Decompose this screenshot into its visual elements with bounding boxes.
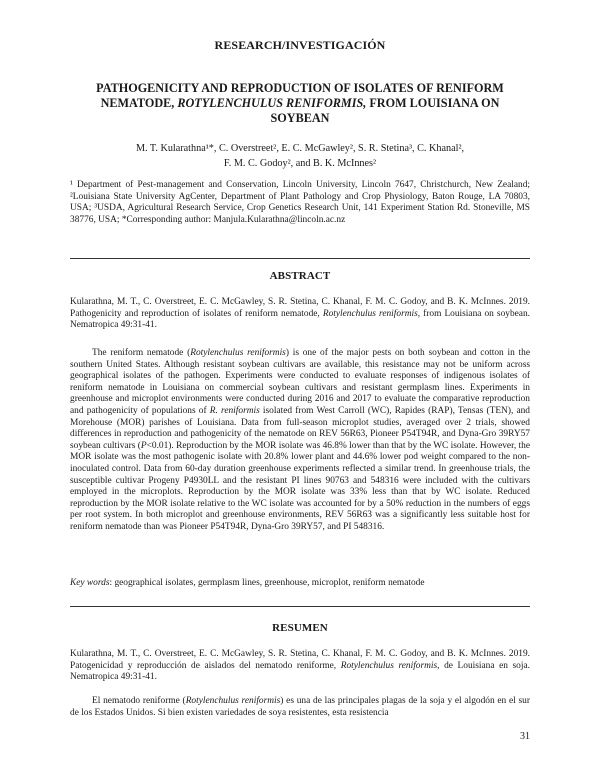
resumen-citation-b: , de Louisiana en soja. Nematropica 49:31-41. <box>70 660 530 683</box>
keywords-label: Key words <box>70 578 110 588</box>
abstract-top-rule <box>70 258 530 259</box>
author-list <box>70 141 530 171</box>
resumen-citation <box>70 649 530 684</box>
article-title <box>70 81 530 126</box>
abstract-citation-a: Kularathna, M. T., C. Overstreet, E. C. McGawley, S. R. Stetina, C. Khanal, F. M. C. Godoy, and B. K. McInnes. 2019. Pathogenicity and reproduction of isolates of reniform nematode, <box>70 297 530 319</box>
resumen-heading: RESUMEN <box>272 622 328 634</box>
abstract-body-species-1: Rotylenchulus reniformis <box>190 348 286 358</box>
abstract-body-species-2: R. reniformis <box>209 405 260 416</box>
resumen-body-b: ) es una de las principales plagas de la soja y el algodón en el sur de los Estados Unidos. Si bien existen variedades de soya resistentes, esta resistencia <box>70 696 530 718</box>
page-number: 31 <box>520 731 530 742</box>
abstract-body-b: ) is one of the major pests on both soybean and cotton in the southern United States. Although resistant soybean cultivars are available, this resistance may not be uniform across geographical isolates of the pathogen. Experiments were conducted to evaluate responses of indigenous isolates of reniform nematode in Louisiana on commercial soybean cultivars and resistant germplasm lines. Experiments in greenhouse and microplot environments were conducted during 2016 and 2017 to evaluate the comparative reproduction and pathogenicity of populations of <box>70 348 530 416</box>
abstract-body-a: The reniform nematode ( <box>92 348 191 358</box>
authors-line-1: M. T. Kularathna¹*, C. Overstreet², E. C. McGawley², S. R. Stetina³, C. Khanal², <box>135 143 465 154</box>
abstract-body <box>70 348 530 534</box>
abstract-citation <box>70 297 530 332</box>
title-part-2: FROM LOUISIANA ON SOYBEAN <box>270 96 500 125</box>
resumen-body-species: Rotylenchulus reniformis <box>185 696 281 706</box>
title-part-1: PATHOGENICITY AND REPRODUCTION OF ISOLATES OF RENIFORM NEMATODE, <box>96 81 504 110</box>
resumen-top-rule <box>70 606 530 607</box>
title-species: ROTYLENCHULUS RENIFORMIS, <box>177 96 367 110</box>
section-label: RESEARCH/INVESTIGACIÓN <box>214 38 386 52</box>
abstract-heading: ABSTRACT <box>269 270 331 282</box>
abstract-body-p-symbol: P <box>140 440 147 451</box>
authors-line-2: F. M. C. Godoy², and B. K. McInnes² <box>223 158 377 169</box>
keywords-list: : geographical isolates, germplasm lines, greenhouse, microplot, reniform nematode <box>109 578 425 588</box>
affiliations: ¹ Department of Pest-management and Conservation, Lincoln University, Lincoln 7647, Christchurch, New Zealand; ²Louisiana State University AgCenter, Department of Plant Pathology and Crop Physiology, Baton Rouge, LA 70803, USA; ³USDA, Agricultural Research Service, Crop Genetics Research Unit, 141 Experiment Station Rd. Stoneville, MS 38776, USA; *Corresponding author: Manjula.Kularathna@lincoln.ac.nz <box>70 180 530 225</box>
abstract-body-c: isolated from West Carroll (WC), Rapides (RAP), Tensas (TEN), and Morehouse (MOR) parishes of Louisiana. Data from full-season microplot studies, averaged over 2 trials, showed differences in reproduction and pathogenicity of the nematode on REV 56R63, Pioneer P54T94R, and Dyna-Gro 39RY57 soybean cultivars ( <box>70 405 530 451</box>
keywords <box>70 578 530 590</box>
resumen-citation-a: Kularathna, M. T., C. Overstreet, E. C. McGawley, S. R. Stetina, C. Khanal, F. M. C. Godoy, and B. K. McInnes. 2019. Patogenicidad y reproducción de aislados del nematodo reniforme, <box>70 649 530 671</box>
abstract-citation-b: from Louisiana on soybean. Nematropica 49:31-41. <box>70 308 530 331</box>
resumen-body <box>70 696 530 719</box>
abstract-citation-species: Rotylenchulus reniformis, <box>322 308 421 319</box>
abstract-body-d: <0.01). Reproduction by the MOR isolate was 46.8% lower than that by the WC isolate. However, the MOR isolate was the most pathogenic isolate with 20.8% lower plant and 44.6% lower pod weight compared to the non-inoculated control. Data from 60-day duration greenhouse experiments reflected a similar trend. In greenhouse trials, the susceptible cultivar Progeny P4930LL and the resistant PI lines 90763 and 548316 were included with the cultivars employed in the microplots. Reproduction by the MOR isolate was 33% less than that by WC isolate. Reduced reproduction by the MOR isolate relative to the WC isolate was accounted for by a 50% reduction in the numbers of eggs per root system. In both microplot and greenhouse environments, REV 56R63 was a significantly less suitable host for reniform nematode than was Pioneer P54T94R, Dyna-Gro 39RY57, and PI 548316. <box>70 440 531 532</box>
resumen-body-a: El nematodo reniforme ( <box>92 696 186 706</box>
resumen-citation-species: Rotylenchulus reniformis <box>340 660 438 671</box>
